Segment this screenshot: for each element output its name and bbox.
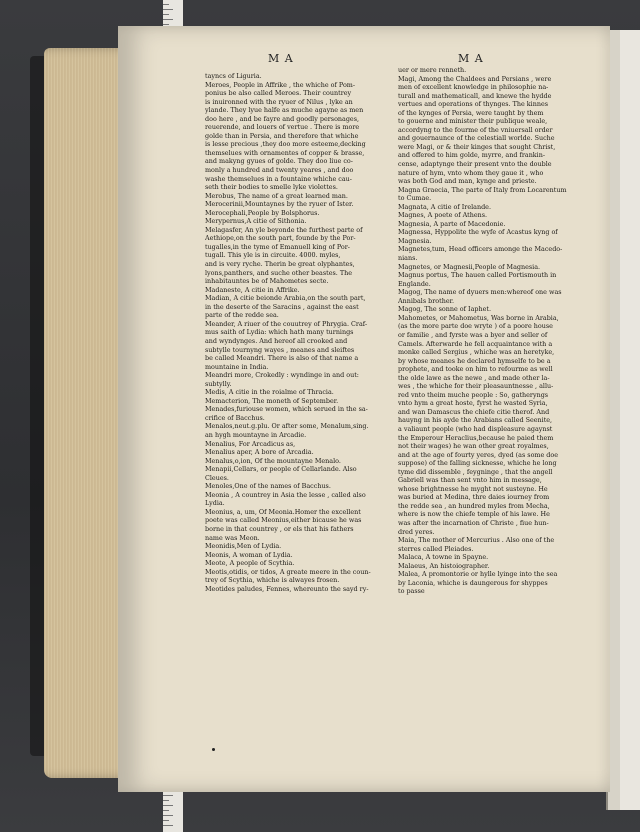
text-line: suppose) of the falling sicknesse, whiche he long (398, 459, 557, 468)
text-line: (as the more parte doe wryte ) of a poore house (398, 322, 553, 331)
measuring-ruler-bottom (163, 786, 183, 832)
text-line: Madaneste, A citie in Affrike. (205, 285, 300, 294)
text-line: seth their bodies to smelle lyke violettes. (205, 183, 338, 192)
text-line: Merypernus,A citie of Sithonia. (205, 217, 307, 226)
text-column-left (205, 72, 397, 593)
text-line: Magnesia. (398, 236, 432, 245)
text-line: Meotides paludes, Fennes, whereunto the sayd ry- (205, 584, 369, 593)
text-line: where is now the chiefe temple of his lawe. He (398, 510, 550, 519)
text-line: Meonius, a, um, Of Meonia.Homer the excellent (205, 507, 361, 516)
text-line: nature of hym, vnto whom they gaue it , who (398, 168, 544, 177)
text-line: and is very ryche. Therin be great olyphantes, (205, 260, 355, 269)
text-line: Annibals brother. (398, 296, 454, 305)
text-line: Malaca, A towne in Spayne. (398, 553, 489, 562)
text-line: Aethiope,on the south part, founde by the Por- (205, 234, 356, 243)
text-line: washe themselues in a fountaine whiche cau- (205, 174, 352, 183)
text-line: Madian, A citie beionde Arabia,on the south part, (205, 294, 366, 303)
text-line: an hygh mountayne in Arcadie. (205, 430, 307, 439)
text-line: Menoles,One of the names of Bacchus. (205, 482, 331, 491)
text-line: were Magi, or & their kinges that sought Christ, (398, 142, 556, 151)
text-line: Magog, The sonne of Iaphet. (398, 305, 491, 314)
text-line: uer or mere renneth. (398, 66, 467, 74)
text-line: themselues with ornamentes of copper & brasse, (205, 148, 365, 157)
text-line: Menalos,neut.g.plu. Or after some, Menalum,sing. (205, 422, 369, 431)
text-line: tugall. This yle is in circuite. 4000. myles, (205, 251, 341, 260)
text-line: by Laconia, whiche is daungerous for shyppes (398, 578, 548, 587)
text-line: Meotis,otidis, or tidos, A greate meere in the coun- (205, 567, 371, 576)
text-line: to passe (398, 587, 425, 596)
text-line: the olde lawe as the newe , and made other la- (398, 373, 550, 382)
text-line: and gouernaunce of the celestiall worlde. Suche (398, 134, 555, 143)
text-line: Magna Graecia, The parte of Italy from Locarentum (398, 185, 567, 194)
text-line: Magnata, A citie of Irelande. (398, 202, 491, 211)
text-line: or familie , and fyrste was a byer and seller of (398, 330, 548, 339)
text-line: Merocephali,People by Bolsphorus. (205, 208, 320, 217)
text-line: Mahometes, or Mahometus, Was borne in Arabia, (398, 313, 559, 322)
text-line: ylande. They lyue halfe as muche agayne as men (205, 106, 364, 115)
text-line: Meonia , A countrey in Asia the lesse , called also (205, 490, 366, 499)
text-line: was both God and man, kynge and prieste. (398, 177, 537, 186)
facing-page-edge-light (620, 30, 640, 810)
text-line: parte of the redde sea. (205, 311, 279, 320)
text-line: Menalius, For Arcadicus as, (205, 439, 296, 448)
text-line: inhabitauntes be of Mahometes secte. (205, 277, 329, 286)
text-line: Medis, A citie in the roialme of Thracia. (205, 388, 334, 397)
text-line: Maia, The mother of Mercurius . Also one of the (398, 536, 555, 545)
text-line: is lesse precious ,they doo more esteeme,decking (205, 140, 366, 149)
text-line: Lydia. (205, 499, 225, 508)
text-line: and at the age of fourty yeres, dyed (as some doe (398, 450, 559, 459)
text-line: Melagasfer, An yle beyonde the furthest parte of (205, 225, 363, 234)
text-line: Magnessa, Hyppolite the wyfe of Acastus kyng of (398, 228, 558, 237)
text-line: Malaeus, An histoiographer. (398, 561, 490, 570)
running-head-right: M A (458, 52, 484, 65)
text-line: Cleues. (205, 473, 229, 482)
text-line: be called Meandri. There is also of that name a (205, 354, 359, 363)
text-column-right (398, 66, 594, 596)
text-line: Magnetes,tum, Head officers amonge the Macedo- (398, 245, 563, 254)
text-line: Merobus, The name of a great learned man. (205, 191, 348, 200)
text-line: men of excellent knowledge in philosophie na- (398, 83, 549, 92)
text-line: sterres called Pleiades. (398, 544, 474, 553)
text-line: to Cumae. (398, 194, 432, 203)
text-line: Englande. (398, 279, 431, 288)
text-line: ponius be also called Meroes. Their countrey (205, 89, 352, 98)
text-line: Meander, A riuer of the couutrey of Phrygia. Craf- (205, 319, 368, 328)
text-line: Meandri more, Crokedly : wyndinge in and out: (205, 371, 359, 380)
text-line: Magnesia, A parte of Macedonie. (398, 219, 506, 228)
text-line: Meonis, A woman of Lydia. (205, 550, 293, 559)
text-line: red vnto theim muche people : So, gatheryngs (398, 390, 549, 399)
text-line: Menades,furiouse women, which serued in the sa- (205, 405, 368, 414)
text-line: vertues and operations of thynges. The kinnes (398, 100, 549, 109)
text-line: Merocerinii,Mountaynes by the ryuer of Ister. (205, 200, 354, 209)
text-line: accordyng to the fourme of the vniuersall order (398, 125, 553, 134)
text-line: Magog, The name of dyuers men:whereof one was (398, 288, 562, 297)
text-line: and wan Damascus the chiefe citie therof. And (398, 407, 550, 416)
ink-spot (212, 748, 215, 751)
running-head-left: M A (268, 52, 294, 65)
text-line: a valiaunt people (who had displeasure agaynst (398, 424, 553, 433)
text-line: cense, adaptynge their present vnto the double (398, 160, 552, 169)
text-line: was buried at Medina, thre daies iourney from (398, 493, 550, 502)
text-line: and wyndynges. And hereof all crooked and (205, 336, 348, 345)
text-line: to gouerne and minister their publique weale, (398, 117, 548, 126)
text-line: trey of Scythia, whiche is alwayes frosen. (205, 576, 340, 585)
text-line: mus saith of Lydia: which hath many turnings (205, 328, 354, 337)
text-line: by whose meanes he declared hymselfe to be a (398, 356, 551, 365)
text-line: vnto hym a great hoste, fyrst he wasted Syria, (398, 399, 548, 408)
text-line: the Emperour Heraclius,because he paied them (398, 433, 554, 442)
text-line: Meroes, People in Affrike , the whiche of Pom- (205, 80, 356, 89)
text-line: Magnes, A poete of Athens. (398, 211, 488, 220)
text-line: the redde sea , an hundred myles from Mecha, (398, 501, 550, 510)
text-line: Memacterion, The moneth of September. (205, 396, 339, 405)
text-line: tayncs of Liguria. (205, 72, 262, 80)
text-line: Menalus,o,ion, Of the mountayne Menalo. (205, 456, 341, 465)
text-line: mountaine in India. (205, 362, 269, 371)
text-line: wes , the whiche for their pleasauntnesse , allu- (398, 382, 554, 391)
text-line: Menalius aper, A bore of Arcadia. (205, 448, 314, 457)
text-line: prophete, and tooke on him to refourme as well (398, 365, 553, 374)
text-line: and offered to him golde, myrre, and frankin- (398, 151, 546, 160)
text-line: was after the incarnation of Christe , fiue hun- (398, 518, 549, 527)
text-line: Meonidis,Men of Lydia. (205, 542, 282, 551)
text-line: Magnus portus, The hauen called Portismouth in (398, 271, 557, 280)
text-line: hauyng in his ayde the Arabians called Seenite, (398, 416, 553, 425)
text-line: monke called Sergius , whiche was an heretyke, (398, 348, 555, 357)
text-line: Gabriell was than sent vnto him in message, (398, 476, 542, 485)
text-line: Magnetes, or Magnesii,People of Magnesia. (398, 262, 541, 271)
text-line: dred yeres. (398, 527, 435, 536)
text-line: turall and mathematicall, and knewe the hydde (398, 91, 552, 100)
text-line: Camels. Afterwarde he fell acquaintance with a (398, 339, 553, 348)
text-line: Malea, A promontorie or hylle lyinge into the sea (398, 570, 558, 579)
text-line: golde than in Persia, and therefore that whiche (205, 131, 359, 140)
text-line: borne in that countrey , or els that his fathers (205, 524, 354, 533)
text-line: reuerende, and louers of vertue . There is more (205, 123, 360, 132)
text-line: Magi, Among the Chaldees and Persians , were (398, 74, 552, 83)
text-line: not their wages) he wan other great royalmes, (398, 442, 549, 451)
text-line: subtylly. (205, 379, 232, 388)
text-line: in the deserte of the Saracins , against the east (205, 302, 359, 311)
text-line: name was Meon. (205, 533, 260, 542)
text-line: tugalles,in the tyme of Emanuell king of Por- (205, 242, 350, 251)
text-line: whose brightnesse he myght not susteyne. He (398, 484, 548, 493)
text-line: monly a hundred and twenty yeares , and doo (205, 166, 354, 175)
text-line: crifice of Bacchus. (205, 413, 265, 422)
text-line: is inuironned with the ryuer of Nilus , lyke an (205, 97, 353, 106)
text-line: tyme did dissemble , feygninge , that the angell (398, 467, 553, 476)
text-line: of the kynges of Persia, were taught by them (398, 108, 544, 117)
text-line: Menapii,Cellars, or people of Cellarlande. Also (205, 465, 357, 474)
text-line: and makyng gyues of golde. They doo liue co- (205, 157, 353, 166)
text-line: Meote, A people of Scythia. (205, 559, 295, 568)
text-line: poete was called Meonius,either bicause he was (205, 516, 362, 525)
text-line: doo here , and be fayre and goodly personages, (205, 114, 360, 123)
text-line: subtylle tournyng wayes , meanes and sleiftes (205, 345, 355, 354)
text-line: nians. (398, 254, 418, 263)
text-line: lyons,panthers, and suche other beastes. The (205, 268, 352, 277)
